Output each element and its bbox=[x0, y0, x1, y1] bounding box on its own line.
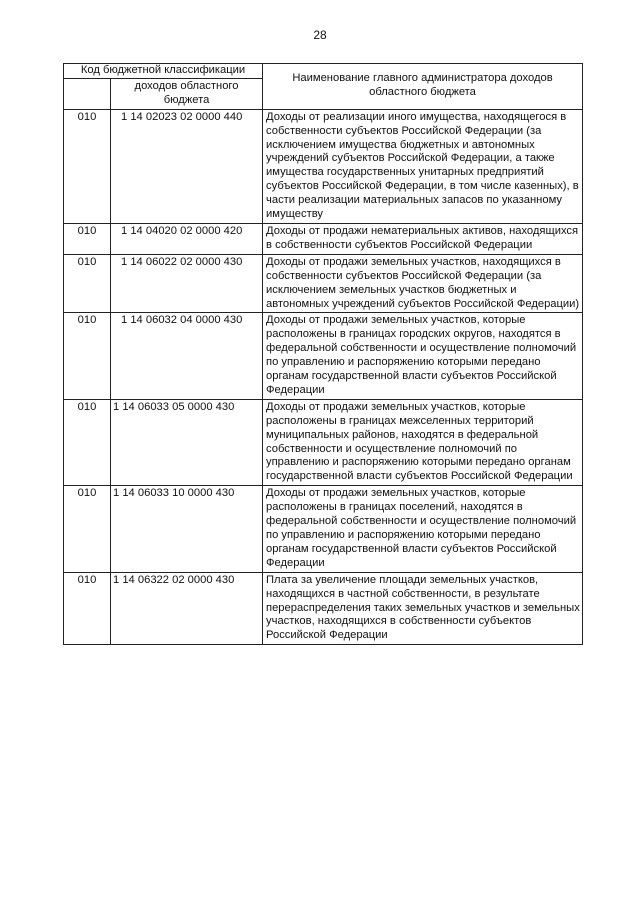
admin-code-cell: 010 bbox=[64, 313, 111, 399]
table-row bbox=[64, 254, 583, 313]
budget-classification-table bbox=[63, 63, 583, 645]
table-row bbox=[64, 486, 583, 572]
admin-code-cell: 010 bbox=[64, 254, 111, 313]
header-row-1 bbox=[64, 64, 583, 79]
budget-code-cell: 1 14 06322 02 0000 430 bbox=[111, 572, 263, 645]
income-name-cell: Доходы от продажи нематериальных активов, находящихся в собственности субъектов Российской Федерации bbox=[263, 223, 583, 254]
header-budget-classification-code: Код бюджетной классификации bbox=[64, 64, 263, 79]
table-row bbox=[64, 313, 583, 399]
admin-code-cell: 010 bbox=[64, 399, 111, 485]
income-name-cell: Доходы от реализации иного имущества, находящегося в собственности субъектов Российской Федерации (за исключением имущества бюджетных и автономных учреждений субъектов Российской Федерации, а также имущества государственных унитарных предприятий субъектов Российской Федерации, в том числе казенных), в части реализации материальных запасов по указанному имуществу bbox=[263, 109, 583, 223]
header-administrator-name: Наименование главного администратора доходов областного бюджета bbox=[263, 64, 583, 110]
table-body bbox=[64, 109, 583, 645]
admin-code-cell: 010 bbox=[64, 109, 111, 223]
income-name-cell: Доходы от продажи земельных участков, находящихся в собственности субъектов Российской Федерации (за исключением земельных участков бюджетных и автономных учреждений субъектов Российской Федерации) bbox=[263, 254, 583, 313]
table-row bbox=[64, 399, 583, 485]
budget-code-cell: 1 14 06022 02 0000 430 bbox=[111, 254, 263, 313]
page-number: 28 bbox=[313, 28, 327, 42]
budget-code-cell: 1 14 06032 04 0000 430 bbox=[111, 313, 263, 399]
income-name-cell: Доходы от продажи земельных участков, которые расположены в границах межселенных территорий муниципальных районов, находятся в федеральной собственности и осуществление полномочий по управлению и распоряжению которыми передано органам государственной власти субъектов Российской Федерации bbox=[263, 399, 583, 485]
income-name-cell: Доходы от продажи земельных участков, которые расположены в границах городских округов, находятся в федеральной собственности и осуществление полномочий по управлению и распоряжению которыми передано органам государственной власти субъектов Российской Федерации bbox=[263, 313, 583, 399]
income-name-cell: Доходы от продажи земельных участков, которые расположены в границах поселений, находятся в федеральной собственности и осуществление полномочий по управлению и распоряжению которыми передано органам государственной власти субъектов Российской Федерации bbox=[263, 486, 583, 572]
admin-code-cell: 010 bbox=[64, 223, 111, 254]
table-row bbox=[64, 223, 583, 254]
budget-code-cell: 1 14 02023 02 0000 440 bbox=[111, 109, 263, 223]
budget-code-cell: 1 14 04020 02 0000 420 bbox=[111, 223, 263, 254]
budget-code-cell: 1 14 06033 05 0000 430 bbox=[111, 399, 263, 485]
table-row bbox=[64, 572, 583, 645]
header-regional-budget-income-code: доходов областного бюджета bbox=[111, 78, 263, 109]
admin-code-cell: 010 bbox=[64, 486, 111, 572]
header-admin-code-empty bbox=[64, 78, 111, 109]
income-name-cell: Плата за увеличение площади земельных участков, находящихся в частной собственности, в результате перераспределения таких земельных участков и земельных участков, находящихся в собственности субъектов Российской Федерации bbox=[263, 572, 583, 645]
budget-code-cell: 1 14 06033 10 0000 430 bbox=[111, 486, 263, 572]
table-row bbox=[64, 109, 583, 223]
admin-code-cell: 010 bbox=[64, 572, 111, 645]
